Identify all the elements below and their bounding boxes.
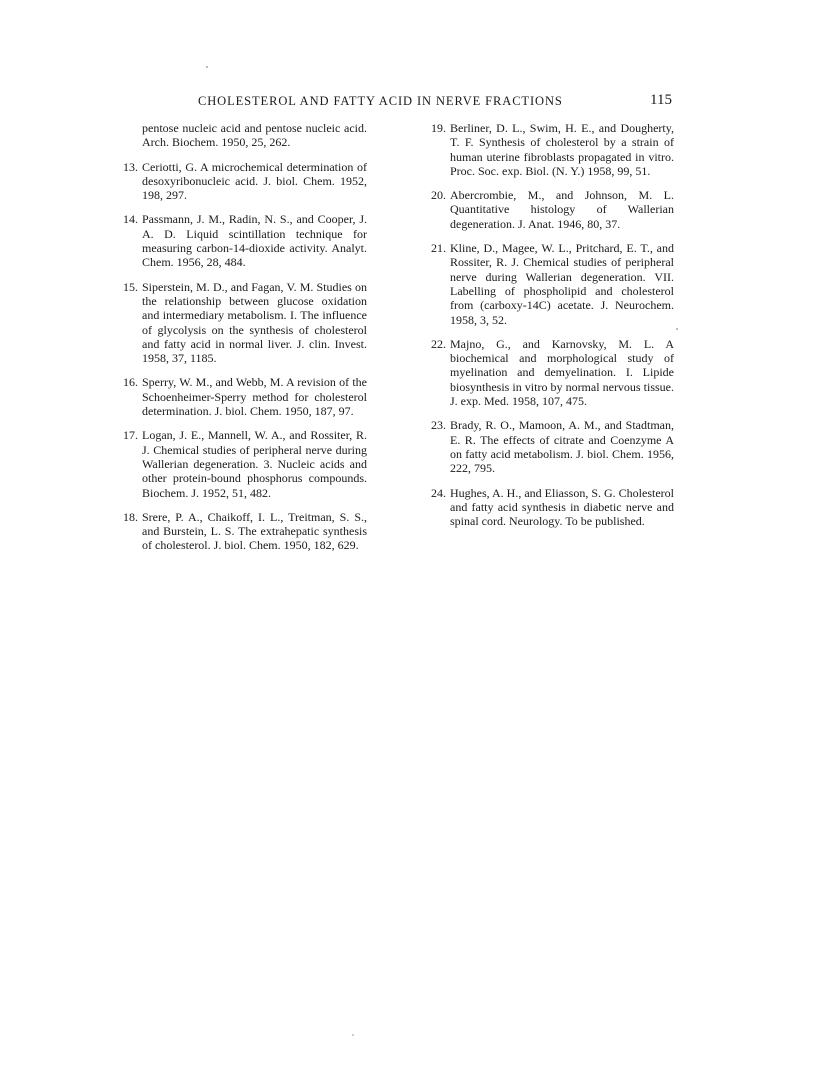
- reference-number: 15.: [123, 279, 138, 294]
- reference-number: 19.: [431, 121, 446, 135]
- reference-item: [432, 241, 674, 327]
- references-right-column: [432, 121, 674, 538]
- reference-item: [432, 121, 674, 178]
- reference-text: Siperstein, M. D., and Fagan, V. M. Studies on the relationship between glucose oxidation and intermediary metabolism. I. The influence of glycolysis on the synthesis of cholesterol and fatty acid in normal liver. J. clin. Invest. 1958, 37, 1185.: [142, 279, 367, 366]
- reference-text: Logan, J. E., Mannell, W. A., and Rossiter, R. J. Chemical studies of peripheral nerve during Wallerian degeneration. 3. Nucleic acids and other protein-bound phosphorus compounds. Biochem. J. 1952, 51, 482.: [142, 428, 367, 500]
- page-header: [198, 94, 672, 112]
- reference-text: Berliner, D. L., Swim, H. E., and Dougherty, T. F. Synthesis of cholesterol by a strain of human uterine fibroblasts propagated in vitro. Proc. Soc. exp. Biol. (N. Y.) 1958, 99, 51.: [450, 121, 674, 178]
- reference-number: 14.: [123, 212, 138, 227]
- reference-item: [124, 121, 367, 150]
- running-title: CHOLESTEROL AND FATTY ACID IN NERVE FRACTIONS: [198, 94, 563, 108]
- reference-number: 24.: [431, 485, 446, 500]
- references-left-column: [124, 121, 367, 563]
- reference-item: [124, 212, 367, 269]
- reference-number: 13.: [123, 159, 138, 174]
- reference-item: [124, 375, 367, 418]
- scan-speck: [352, 1034, 354, 1036]
- reference-number: 18.: [123, 509, 138, 524]
- reference-text: Brady, R. O., Mamoon, A. M., and Stadtman, E. R. The effects of citrate and Coenzyme A on fatty acid metabolism. J. biol. Chem. 1956, 222, 795.: [450, 418, 674, 476]
- scan-speck: [676, 328, 678, 330]
- reference-text: Srere, P. A., Chaikoff, I. L., Treitman, S. S., and Burstein, L. S. The extrahepatic synthesis of cholesterol. J. biol. Chem. 1950, 182, 629.: [142, 509, 367, 553]
- reference-item: [432, 337, 674, 408]
- reference-text: Ceriotti, G. A microchemical determination of desoxyribonucleic acid. J. biol. Chem. 1952, 198, 297.: [142, 159, 367, 203]
- reference-number: 20.: [431, 188, 446, 203]
- reference-item: [432, 486, 674, 529]
- reference-number: 21.: [431, 241, 446, 256]
- reference-number: 17.: [123, 428, 138, 443]
- page-number: 115: [650, 92, 672, 108]
- reference-text: Hughes, A. H., and Eliasson, S. G. Cholesterol and fatty acid synthesis in diabetic nerve and spinal cord. Neurology. To be published.: [450, 485, 674, 529]
- reference-text: Kline, D., Magee, W. L., Pritchard, E. T., and Rossiter, R. J. Chemical studies of peripheral nerve during Wallerian degeneration. VII. Labelling of phospholipid and cholesterol from (carboxy-14C) acetate. J. Neurochem. 1958, 3, 52.: [450, 241, 674, 327]
- reference-number: 22.: [431, 336, 446, 351]
- reference-item: [124, 280, 367, 366]
- reference-number: 16.: [123, 375, 138, 390]
- scan-speck: [206, 66, 208, 68]
- reference-item: [124, 510, 367, 553]
- reference-text: pentose nucleic acid and pentose nucleic acid. Arch. Biochem. 1950, 25, 262.: [142, 121, 367, 150]
- reference-text: Passmann, J. M., Radin, N. S., and Cooper, J. A. D. Liquid scintillation technique for measuring carbon-14-dioxide activity. Analyt. Chem. 1956, 28, 484.: [142, 212, 367, 270]
- reference-number: 23.: [431, 418, 446, 433]
- reference-item: [124, 428, 367, 499]
- reference-item: [124, 160, 367, 203]
- reference-item: [432, 188, 674, 231]
- reference-text: Sperry, W. M., and Webb, M. A revision of the Schoenheimer-Sperry method for cholesterol determination. J. biol. Chem. 1950, 187, 97.: [142, 375, 367, 419]
- reference-text: Abercrombie, M., and Johnson, M. L. Quantitative histology of Wallerian degeneration. J. Anat. 1946, 80, 37.: [450, 188, 674, 231]
- reference-text: Majno, G., and Karnovsky, M. L. A biochemical and morphological study of myelination and demyelination. I. Lipide biosynthesis in vitro by normal nervous tissue. J. exp. Med. 1958, 107, 475.: [450, 336, 674, 409]
- reference-item: [432, 418, 674, 475]
